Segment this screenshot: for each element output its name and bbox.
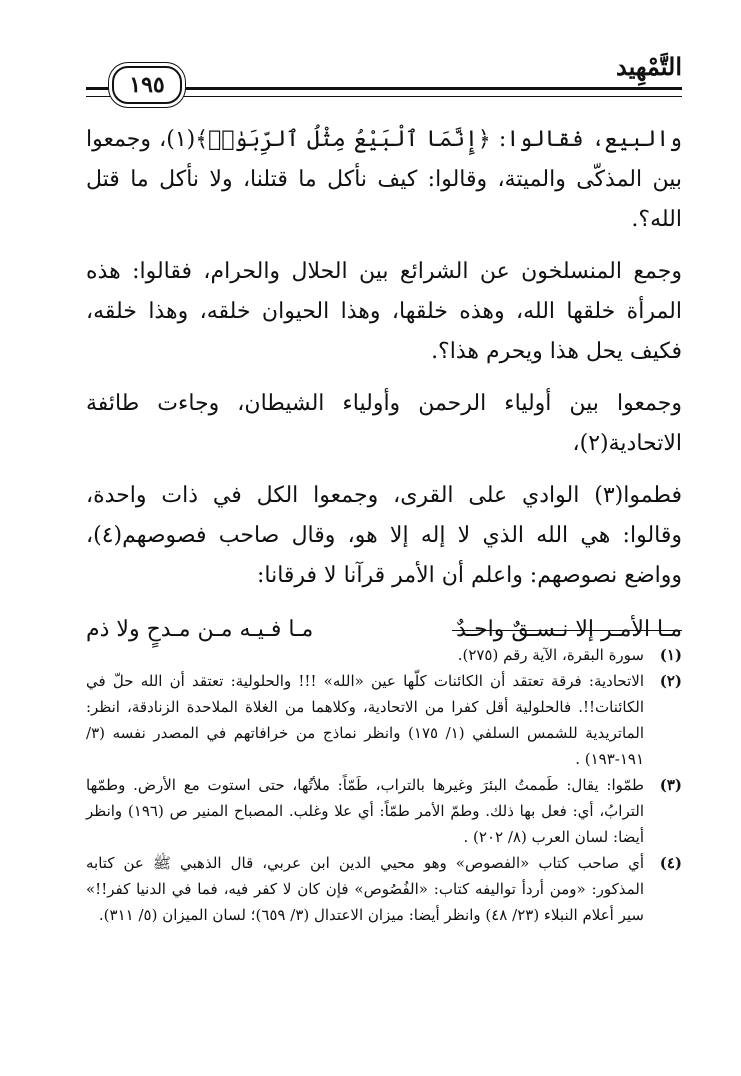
page-header — [86, 52, 682, 104]
footnote-number: (١) — [659, 646, 682, 664]
paragraph: فطموا(٣) الوادي على القرى، وجمعوا الكل في ذات واحدة، وقالوا: هي الله الذي لا إله إلا هو، وقال صاحب فصوصهم(٤)، وواضع نصوصهم: واعلم أن الأمر قرآنا لا فرقانا: — [86, 483, 682, 588]
footnote — [86, 668, 682, 772]
footnote-text: الاتحادية: فرقة تعتقد أن الكائنات كلّها عين «الله» !!! والحلولية: تعتقد أن الله حلّ في الكائنات!!. فالحلولية أقل كفرا من الاتحادية، وكلاهما من الغلاة الملاحدة الزنادقة، انظر: الماتريدية للشمس السلفي (١/ ١٧٥) وانظر نماذج من خرافاتهم في المصدر نفسه (٣/ ١٩١-١٩٣) . — [86, 672, 644, 768]
running-title: التَّمْهِيد — [616, 52, 682, 81]
paragraph: والبيع، فقالوا: ﴿إِنَّمَا ٱلْبَيْعُ مِثْلُ ٱلرِّبَوٰا۟﴾(١)، وجمعوا بين المذكّى والميتة، وقالوا: كيف نأكل ما قتلنا، ولا نأكل ما قتل الله؟. — [86, 127, 682, 232]
main-text — [86, 120, 682, 652]
footnote — [86, 642, 682, 668]
footnote-text: أي صاحب كتاب «الفصوص» وهو محيي الدين ابن عربي، قال الذهبي ﷺ عن كتابه المذكور: «ومن أردأ تواليفه كتاب: «الفُصُوص» فإن كان لا كفر فيه، فما في الدنيا كفر!!» سير أعلام النبلاء (٢٣/ ٤٨) وانظر أيضا: ميزان الاعتدال (٣/ ٦٥٩)؛ لسان الميزان (٥/ ٣١١). — [86, 854, 644, 924]
footnote-number: (٣) — [659, 776, 682, 794]
footnote-number: (٢) — [659, 672, 682, 690]
paragraph: وجمع المنسلخون عن الشرائع بين الحلال والحرام، فقالوا: هذه المرأة خلقها الله، وهذه خلقها، وهذا الحيوان خلقه، وهذا خلقه، فكيف يحل هذا ويحرم هذا؟. — [86, 259, 682, 364]
footnote — [86, 850, 682, 928]
page-number-frame — [112, 66, 182, 104]
footnotes — [86, 642, 682, 928]
page-number: ١٩٥ — [129, 72, 165, 98]
poem-hemistich-second: مـا فـيـه مـن مـدحٍ ولا ذم — [86, 617, 314, 642]
poem-hemistich-first: مـا الأمـر إلا نـسـقٌ واحـدٌ — [456, 617, 682, 642]
paragraph: وجمعوا بين أولياء الرحمن وأولياء الشيطان، وجاءت طائفة الاتحادية(٢)، — [86, 391, 682, 456]
footnote-number: (٤) — [659, 854, 682, 872]
footnote-separator — [452, 630, 682, 631]
footnote-text: طمّوا: يقال: طَممتُ البئرَ وغيرها بالتراب، طَمّاً: ملأتُها، حتى استوت مع الأرض. وطمّها الترابُ، أي: فعل بها ذلك. وطمّ الأمر طمّاً: أي علا وغلب. المصباح المنير ص (١٩٦) وانظر أيضا: لسان العرب (٨/ ٢٠٢) . — [86, 776, 644, 846]
footnote-text: سورة البقرة، الآية رقم (٢٧٥). — [457, 646, 644, 664]
footnote — [86, 772, 682, 850]
